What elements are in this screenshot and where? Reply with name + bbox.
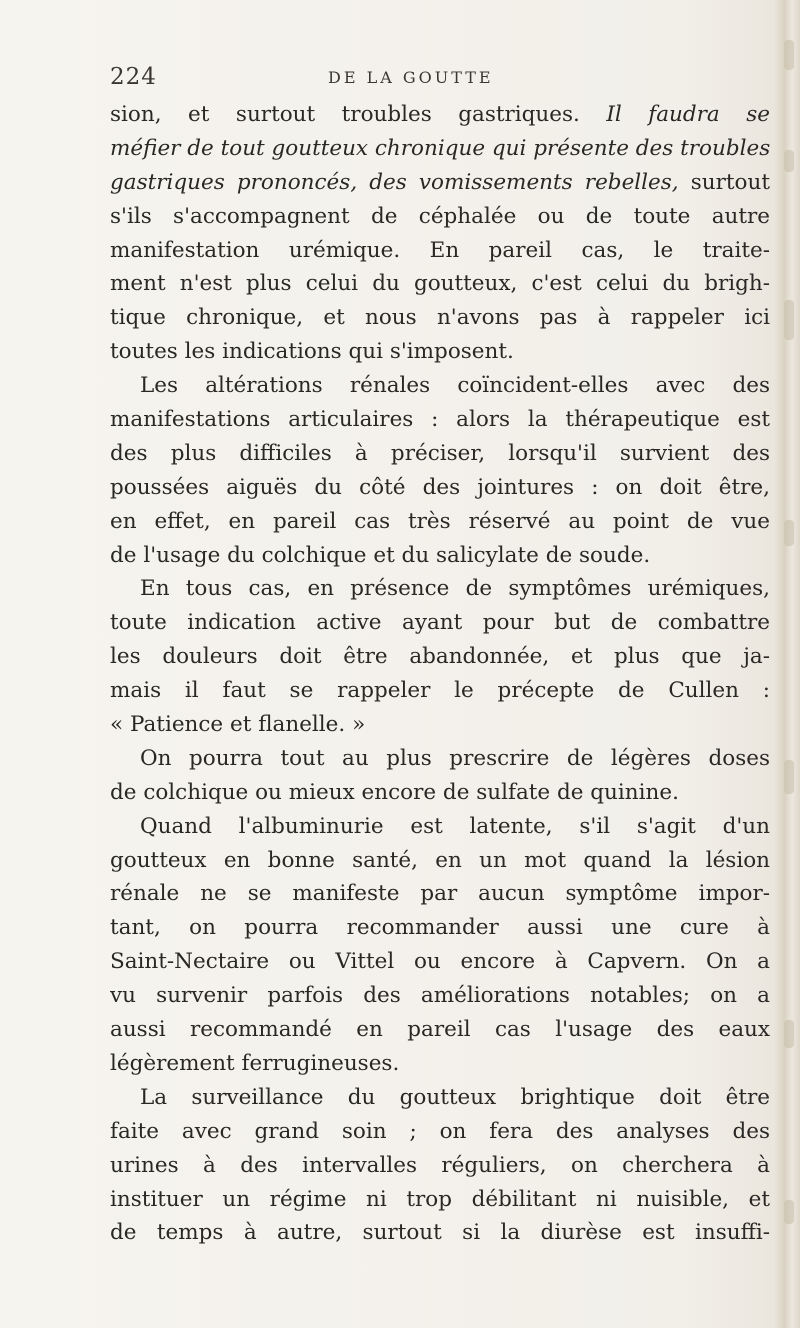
text-line: tant, on pourra recommander aussi une cure à <box>110 915 770 941</box>
text-line: rénale ne se manifeste par aucun symptôme impor- <box>110 881 770 907</box>
body-text <box>110 98 770 1250</box>
text-line <box>110 98 770 132</box>
text-line: Saint-Nectaire ou Vittel ou encore à Capvern. On a <box>110 949 770 975</box>
page-number: 224 <box>110 64 157 90</box>
text-line: « Patience et flanelle. » <box>110 712 366 738</box>
edge-stain <box>784 1200 794 1224</box>
text-line: méfier de tout goutteux chronique qui présente des troubles <box>110 135 770 161</box>
edge-stain <box>784 300 794 340</box>
text-line: faite avec grand soin ; on fera des analyses des <box>110 1118 770 1144</box>
text-line: de colchique ou mieux encore de sulfate de quinine. <box>110 779 679 805</box>
text-line: En tous cas, en présence de symptômes urémiques, <box>140 576 770 602</box>
text-line: toute indication active ayant pour but de combattre <box>110 610 770 636</box>
page-header <box>110 64 770 94</box>
text-line: vu survenir parfois des améliorations notables; on a <box>110 983 770 1009</box>
text-line: en effet, en pareil cas très réservé au point de vue <box>110 508 770 534</box>
edge-stain <box>784 40 794 70</box>
text-line: de temps à autre, surtout si la diurèse est insuffi- <box>110 1220 770 1246</box>
running-title: DE LA GOUTTE <box>328 68 494 87</box>
italic-text: Il faudra se <box>606 102 770 127</box>
edge-stain <box>784 150 794 172</box>
edge-stain <box>784 1020 794 1048</box>
page-edge <box>774 0 800 1328</box>
text-span: surtout <box>678 169 770 195</box>
text-line: les douleurs doit être abandonnée, et plus que ja- <box>110 644 770 670</box>
text-line: manifestations articulaires : alors la thérapeutique est <box>110 407 770 433</box>
text-line: aussi recommandé en pareil cas l'usage des eaux <box>110 1017 770 1043</box>
text-line: des plus difficiles à préciser, lorsqu'il survient des <box>110 440 770 466</box>
text-line: manifestation urémique. En pareil cas, le traite- <box>110 237 770 263</box>
text-line <box>110 166 770 200</box>
text-line: poussées aiguës du côté des jointures : on doit être, <box>110 474 770 500</box>
text-line: Les altérations rénales coïncident-elles avec des <box>140 373 770 399</box>
text-line: s'ils s'accompagnent de céphalée ou de toute autre <box>110 203 770 229</box>
text-line: On pourra tout au plus prescrire de légères doses <box>140 745 770 771</box>
text-line: ment n'est plus celui du goutteux, c'est celui du brigh- <box>110 271 770 297</box>
edge-stain <box>784 520 794 546</box>
text-line: urines à des intervalles réguliers, on cherchera à <box>110 1152 770 1178</box>
text-line: goutteux en bonne santé, en un mot quand la lésion <box>110 847 770 873</box>
text-line: légèrement ferrugineuses. <box>110 1050 400 1076</box>
text-line: tique chronique, et nous n'avons pas à rappeler ici <box>110 305 770 331</box>
italic-text: gastriques prononcés, des vomissements rebelles, <box>110 169 679 195</box>
text-line: toutes les indications qui s'imposent. <box>110 339 514 365</box>
text-line: instituer un régime ni trop débilitant ni nuisible, et <box>110 1186 770 1212</box>
text-line: de l'usage du colchique et du salicylate de soude. <box>110 542 651 568</box>
edge-stain <box>784 760 794 794</box>
text-line: La surveillance du goutteux brightique doit être <box>140 1084 770 1110</box>
text-line: Quand l'albuminurie est latente, s'il s'agit d'un <box>140 813 770 839</box>
text-span: sion, et surtout troubles gastriques. <box>110 102 607 127</box>
text-line: mais il faut se rappeler le précepte de Cullen : <box>110 678 770 704</box>
